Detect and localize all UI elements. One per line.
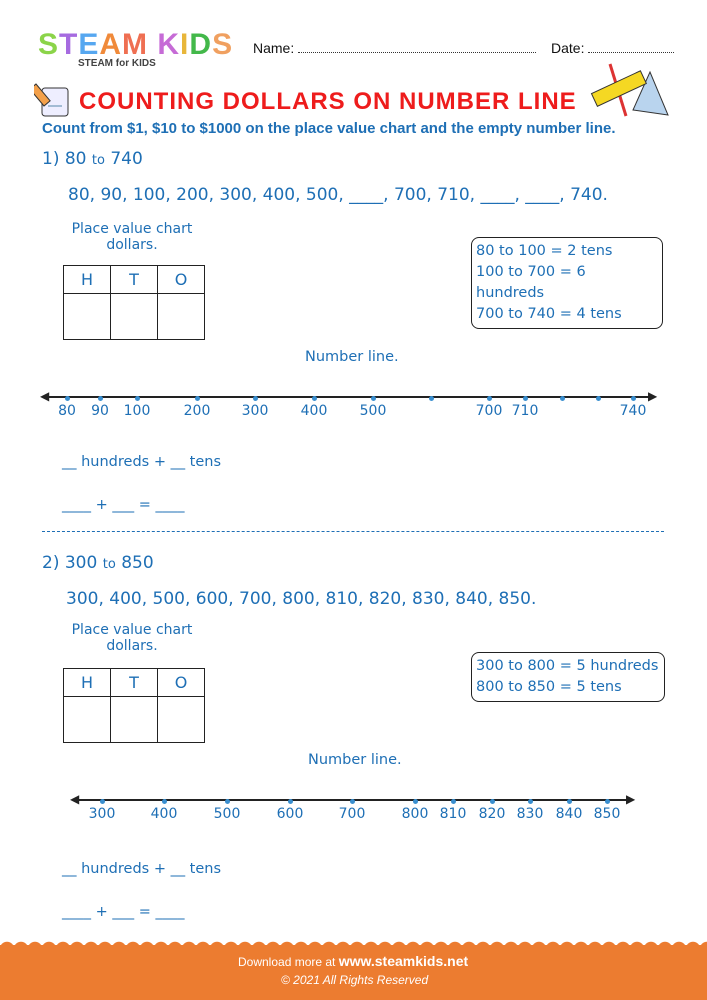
download-text: Download more at	[238, 955, 336, 969]
place-value-label: Place value chart dollars.	[71, 221, 193, 253]
tick-label: 80	[58, 403, 76, 419]
tick-dot	[631, 396, 636, 401]
tick-label: 830	[516, 806, 544, 822]
tick-dot	[523, 396, 528, 401]
cell-ones[interactable]	[158, 294, 205, 340]
footer	[0, 945, 707, 1000]
tick-dot	[605, 799, 610, 804]
header-ones: O	[158, 669, 205, 697]
tick-label: 700	[338, 806, 366, 822]
tick-label: 820	[478, 806, 506, 822]
tick-dot	[560, 396, 565, 401]
tick-label: 810	[439, 806, 467, 822]
name-field[interactable]	[253, 40, 536, 56]
place-value-label: Place value chart dollars.	[71, 622, 193, 654]
worksheet-title: COUNTING DOLLARS ON NUMBER LINE	[79, 88, 577, 115]
tick-label: 500	[359, 403, 387, 419]
number-line-title: Number line.	[305, 349, 399, 365]
question-1-sequence: 80, 90, 100, 200, 300, 400, 500, ____, 700, 710, ____, ____, 740.	[68, 185, 608, 205]
website-link[interactable]: www.steamkids.net	[338, 953, 469, 969]
tick-dot	[350, 799, 355, 804]
tick-dot	[413, 799, 418, 804]
tick-label: 400	[150, 806, 178, 822]
tick-dot	[451, 799, 456, 804]
header-tens: T	[111, 266, 158, 294]
tick-label: 710	[511, 403, 539, 419]
tick-dot	[135, 396, 140, 401]
answer-sum-1[interactable]: ____ + ___ = ____	[62, 497, 185, 513]
tick-label: 300	[241, 403, 269, 419]
tick-label: 100	[123, 403, 151, 419]
steam-kids-logo: STEAM KIDS	[38, 28, 234, 61]
cell-ones[interactable]	[158, 697, 205, 743]
question-2-sequence: 300, 400, 500, 600, 700, 800, 810, 820, 830, 840, 850.	[66, 589, 537, 609]
tick-dot	[312, 396, 317, 401]
tick-dot	[253, 396, 258, 401]
tick-dot	[567, 799, 572, 804]
worksheet-page: STEAM KIDS STEAM for KIDS Name: Date: COUNTING DOLLARS ON NUMBER LINE Count from $1, $10 to $1000 on the place value chart and the empty number line. 1) 80 to 740 80, 90, 100, 200, 300, 400, 500, ____, 700, 710, ____, ____, 740. Place value chart dollars. H T O 80 to 100 = 2 tens 100 to 700 = 6 hundreds 700 to 740 = 4 tens Number line. ◀ ▶ 80 90 100 200 300 400 500 700 710 740 __ hundreds + __ tens ____ + ___ = ____ 2) 300 to 850 300, 400, 500, 600, 700, 800, 810, 820, 830, 840, 850. Place value chart dollars. H T O 300 to 800 = 5 hundreds 800 to 850 = 5 tens Number line. ◀ ▶ 300 400 500 600 700 800 810 820 830 840 850 __ hundreds + __ tens ____ + ___ = ____ Download more at www.steamkids.net © 2021 All Rights Reserved	[0, 0, 707, 1000]
answer-hundreds-tens-2[interactable]: __ hundreds + __ tens	[62, 861, 222, 877]
cell-tens[interactable]	[111, 697, 158, 743]
date-label: Date:	[551, 40, 585, 56]
copyright: © 2021 All Rights Reserved	[281, 973, 429, 987]
number-line-title: Number line.	[308, 752, 402, 768]
tick-dot	[371, 396, 376, 401]
cell-hundreds[interactable]	[64, 697, 111, 743]
tick-dot	[288, 799, 293, 804]
worksheet-pencil-icon	[34, 80, 74, 120]
tick-label: 90	[91, 403, 109, 419]
tick-dot	[596, 396, 601, 401]
tick-label: 850	[593, 806, 621, 822]
name-label: Name:	[253, 40, 295, 56]
tick-label: 700	[475, 403, 503, 419]
hint-box-1: 80 to 100 = 2 tens 100 to 700 = 6 hundreds 700 to 740 = 4 tens	[471, 237, 663, 329]
answer-hundreds-tens-1[interactable]: __ hundreds + __ tens	[62, 454, 222, 470]
header-tens: T	[111, 669, 158, 697]
question-2-heading: 2) 300 to 850	[42, 553, 154, 573]
tick-dot	[100, 799, 105, 804]
tick-label: 740	[619, 403, 647, 419]
tick-label: 200	[183, 403, 211, 419]
instructions: Count from $1, $10 to $1000 on the place value chart and the empty number line.	[42, 120, 616, 137]
tick-label: 500	[213, 806, 241, 822]
logo-subtitle: STEAM for KIDS	[78, 58, 156, 69]
cell-tens[interactable]	[111, 294, 158, 340]
tick-dot	[528, 799, 533, 804]
place-value-chart-1	[63, 265, 205, 340]
tick-dot	[98, 396, 103, 401]
tick-label: 400	[300, 403, 328, 419]
tick-dot	[65, 396, 70, 401]
tick-dot	[162, 799, 167, 804]
hint-box-2: 300 to 800 = 5 hundreds 800 to 850 = 5 tens	[471, 652, 665, 702]
ruler-set-square-icon	[588, 60, 670, 120]
answer-sum-2[interactable]: ____ + ___ = ____	[62, 904, 185, 920]
header-ones: O	[158, 266, 205, 294]
tick-dot	[195, 396, 200, 401]
header-hundreds: H	[64, 669, 111, 697]
place-value-chart-2	[63, 668, 205, 743]
question-1-heading: 1) 80 to 740	[42, 149, 143, 169]
tick-dot	[225, 799, 230, 804]
header-hundreds: H	[64, 266, 111, 294]
tick-label: 600	[276, 806, 304, 822]
tick-label: 840	[555, 806, 583, 822]
tick-dot	[429, 396, 434, 401]
section-divider	[42, 531, 664, 532]
tick-label: 300	[88, 806, 116, 822]
tick-dot	[490, 799, 495, 804]
date-field[interactable]	[551, 40, 674, 56]
cell-hundreds[interactable]	[64, 294, 111, 340]
tick-label: 800	[401, 806, 429, 822]
tick-dot	[487, 396, 492, 401]
